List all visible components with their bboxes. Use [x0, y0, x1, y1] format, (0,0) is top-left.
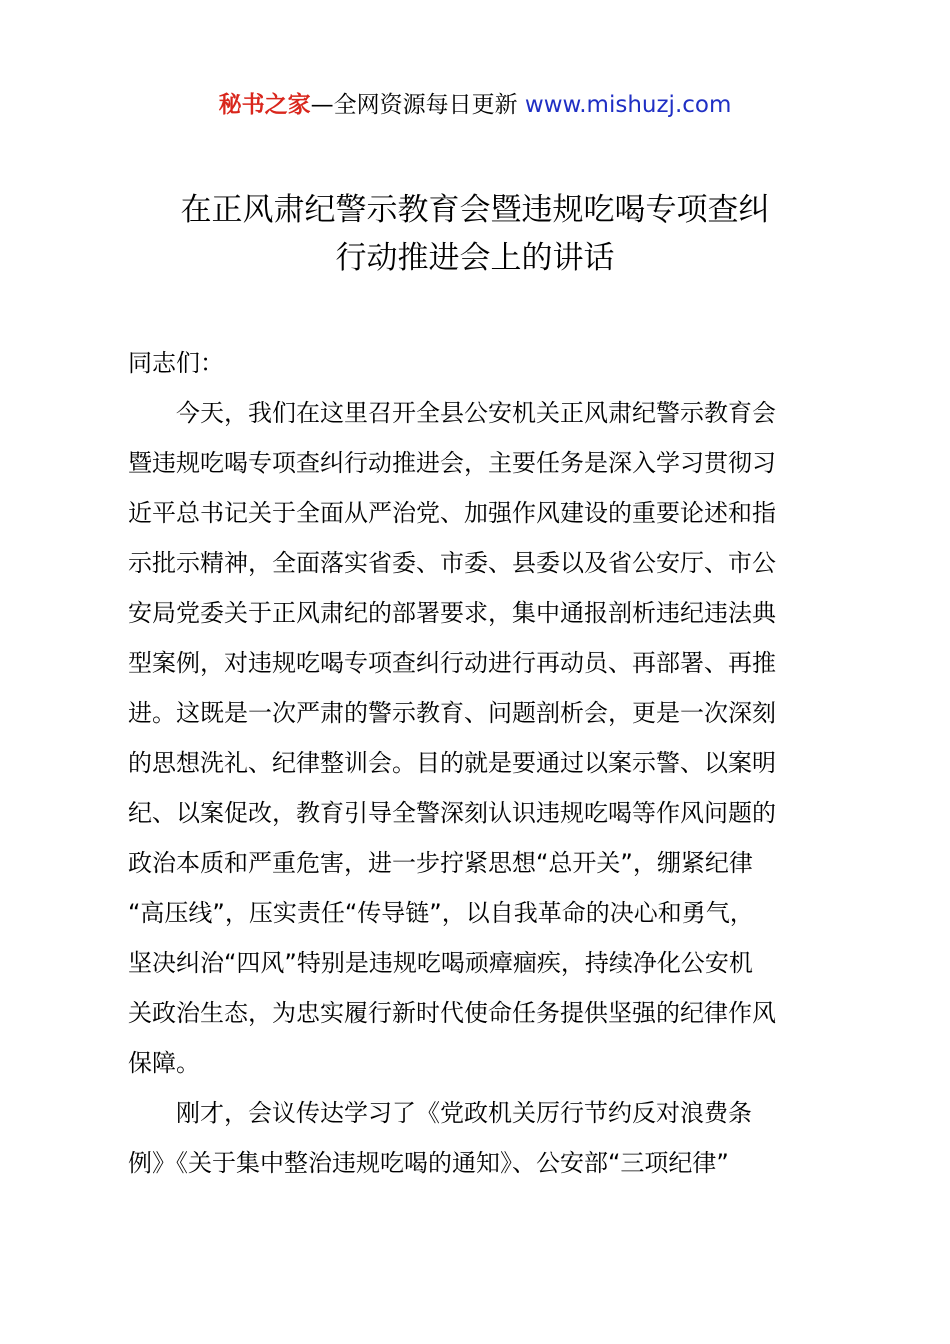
document-title — [0, 186, 950, 282]
paragraph-1-line: 政治本质和严重危害，进一步拧紧思想“总开关”，绷紧纪律 — [128, 849, 753, 877]
paragraph-1-line: 暨违规吃喝专项查纠行动推进会，主要任务是深入学习贯彻习 — [128, 449, 776, 477]
paragraph-1-line: 型案例，对违规吃喝专项查纠行动进行再动员、再部署、再推 — [128, 649, 776, 677]
paragraph-1-line: 的思想洗礼、纪律整训会。目的就是要通过以案示警、以案明 — [128, 749, 776, 777]
paragraph-1-line: “高压线”，压实责任“传导链”，以自我革命的决心和勇气， — [128, 899, 754, 927]
site-tagline: —全网资源每日更新 — [310, 92, 525, 118]
paragraph-2-line: 例》《关于集中整治违规吃喝的通知》、公安部“三项纪律” — [128, 1149, 729, 1177]
title-line: 在正风肃纪警示教育会暨违规吃喝专项查纠 — [180, 192, 770, 228]
document-body — [128, 338, 848, 1188]
site-brand: 秘书之家 — [218, 92, 311, 118]
paragraph-2-line: 刚才，会议传达学习了《党政机关厉行节约反对浪费条 — [176, 1099, 752, 1127]
paragraph-1-line: 今天，我们在这里召开全县公安机关正风肃纪警示教育会 — [176, 399, 776, 427]
paragraph-1-line: 坚决纠治“四风”特别是违规吃喝顽瘴痼疾，持续净化公安机 — [128, 949, 753, 977]
salutation: 同志们： — [128, 349, 224, 377]
title-line: 行动推进会上的讲话 — [335, 240, 615, 276]
paragraph-1-line: 关政治生态，为忠实履行新时代使命任务提供坚强的纪律作风 — [128, 999, 776, 1027]
paragraph-1-line: 进。这既是一次严肃的警示教育、问题剖析会，更是一次深刻 — [128, 699, 776, 727]
paragraph-1-line: 保障。 — [128, 1049, 200, 1077]
paragraph-1-line: 近平总书记关于全面从严治党、加强作风建设的重要论述和指 — [128, 499, 776, 527]
paragraph-1-line: 纪、以案促改，教育引导全警深刻认识违规吃喝等作风问题的 — [128, 799, 776, 827]
paragraph-1-line: 安局党委关于正风肃纪的部署要求，集中通报剖析违纪违法典 — [128, 599, 776, 627]
paragraph-1-line: 示批示精神，全面落实省委、市委、县委以及省公安厅、市公 — [128, 549, 776, 577]
site-url[interactable]: www.mishuzj.com — [524, 92, 732, 118]
site-header — [0, 88, 950, 122]
